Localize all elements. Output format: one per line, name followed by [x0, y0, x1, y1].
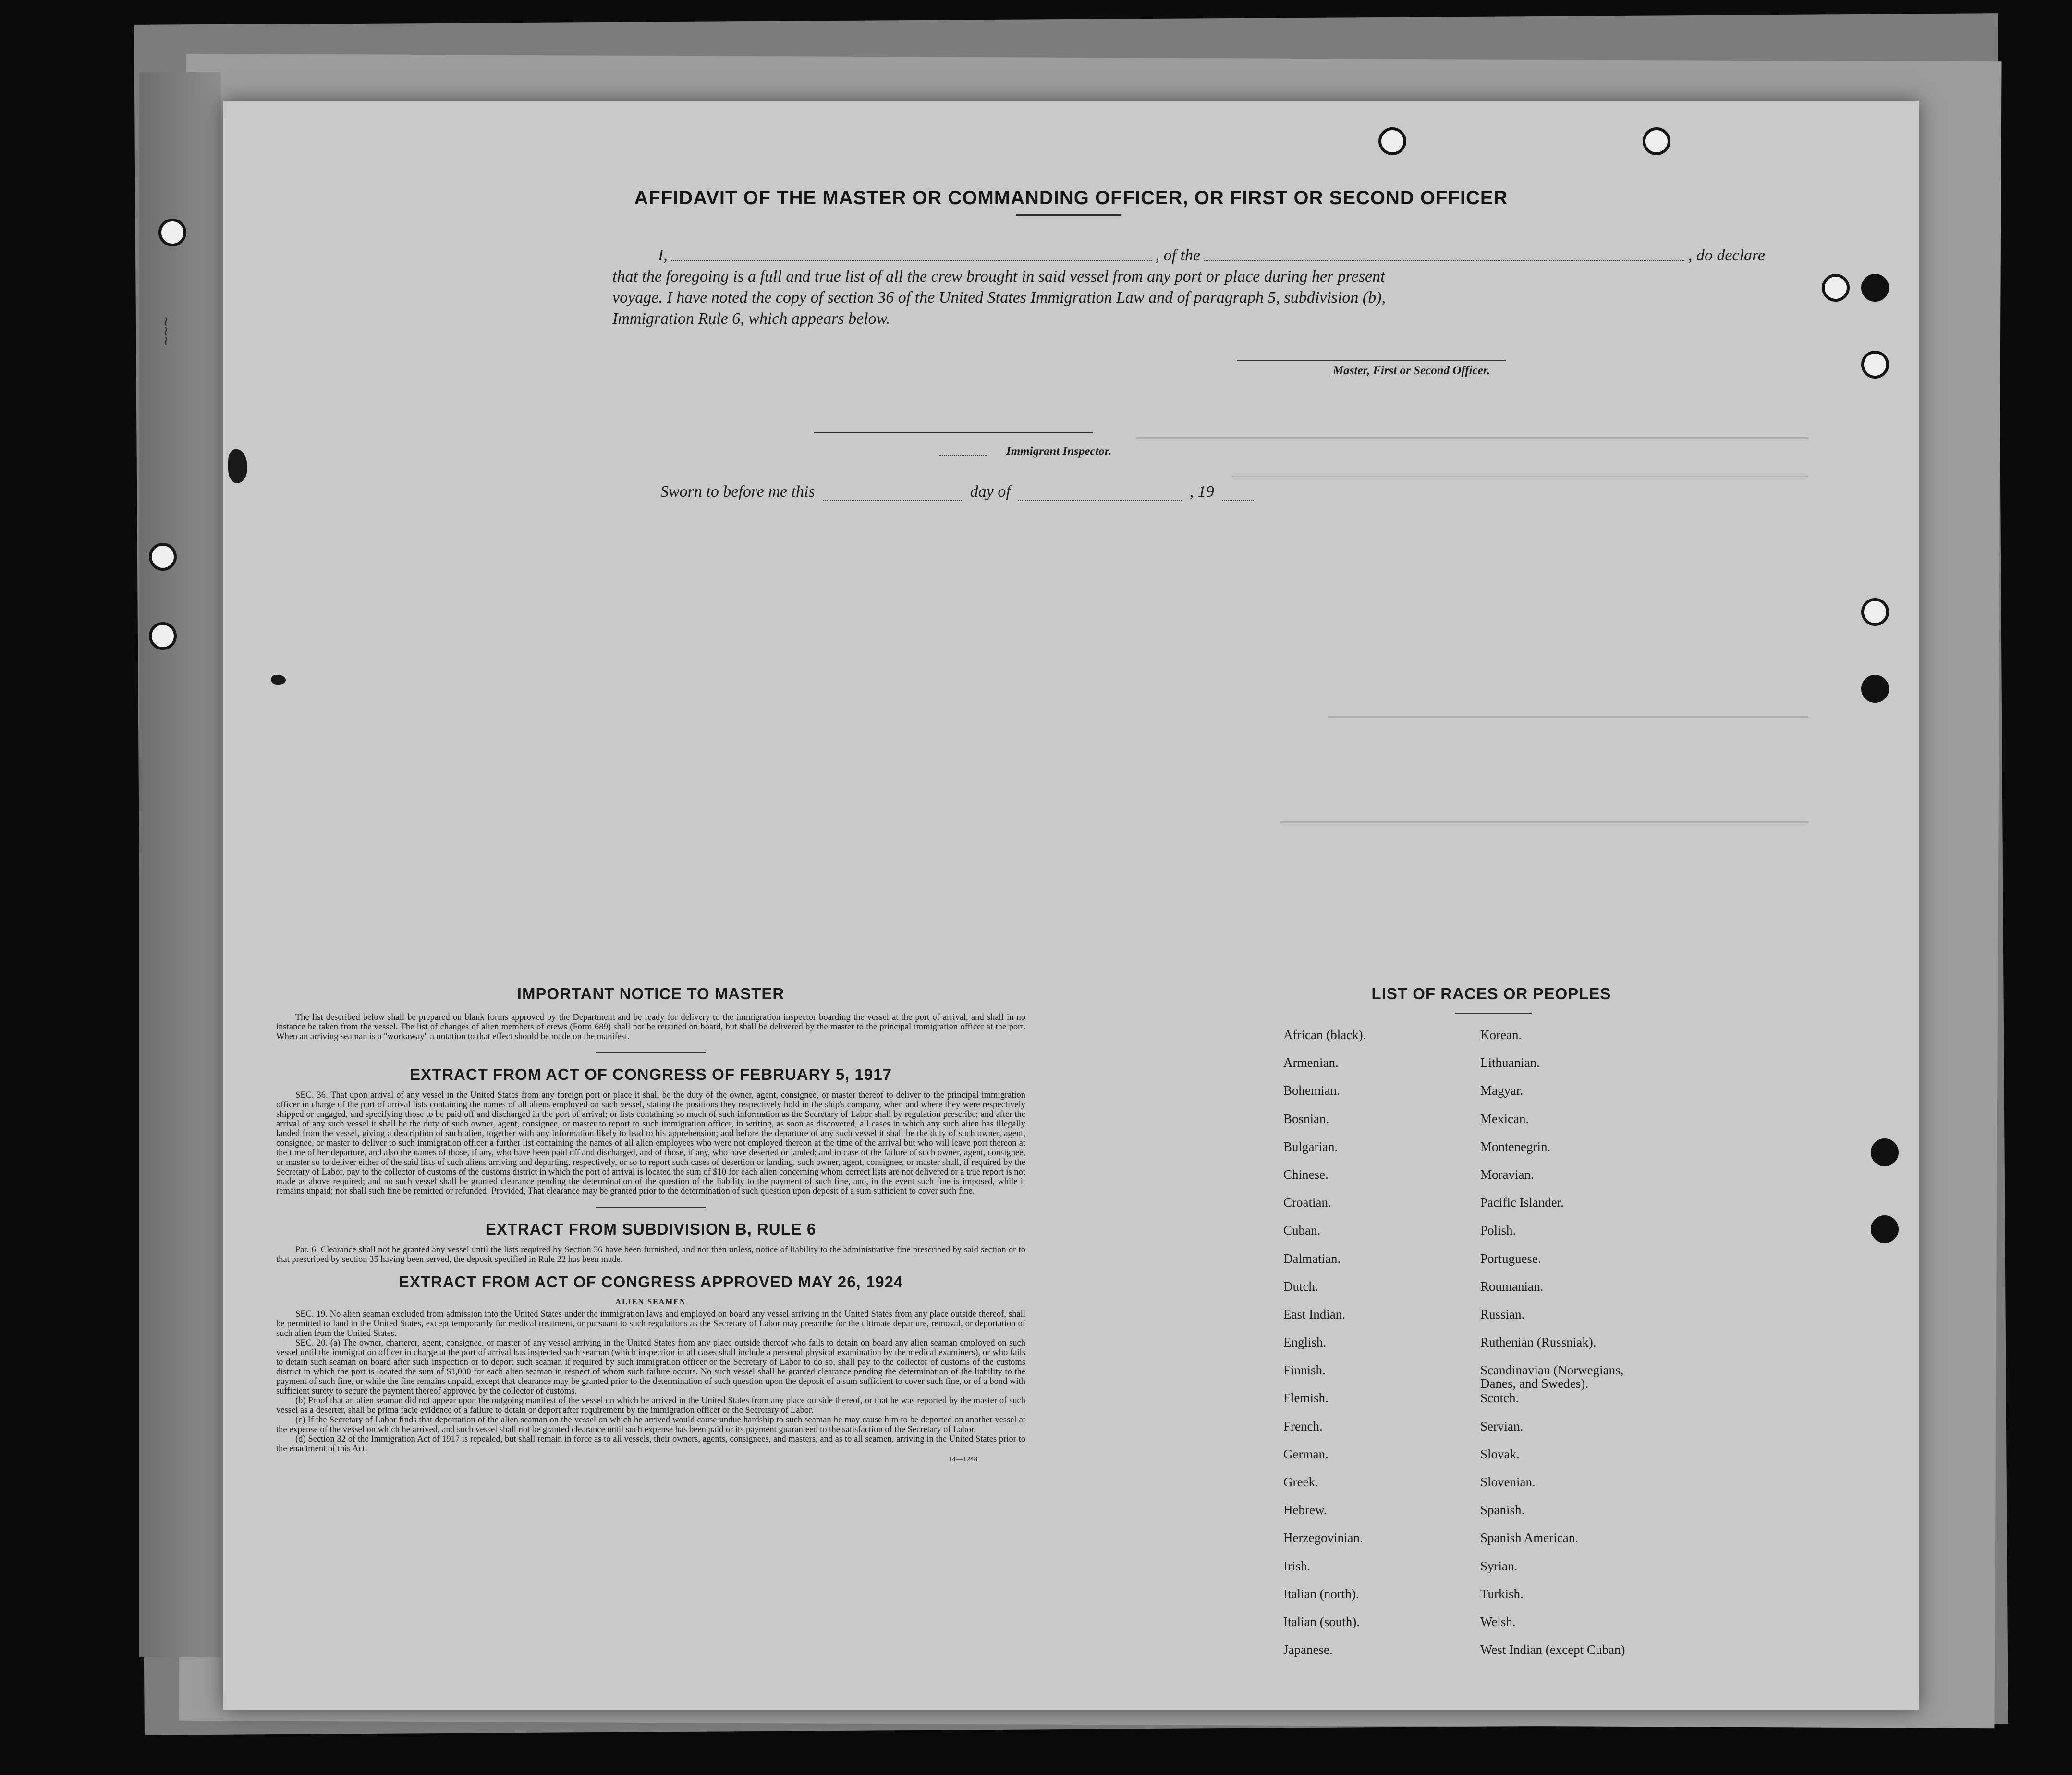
race-item: Dalmatian.: [1283, 1251, 1341, 1266]
race-item: English.: [1283, 1335, 1327, 1350]
race-item: Cuban.: [1283, 1223, 1321, 1238]
notices-section: [267, 985, 1035, 1464]
sec36-paragraph: SEC. 36. That upon arrival of any vessel in the United States from any foreign port or place it shall be the duty of the owner, agent, consignee, or master thereof to deliver to the principal immigration officer in charge of the port of arrival lists containing the names of all aliens employed on such vessel, stating the positions they respectively hold in the ship's company, when and where they were respectively shipped or engaged, and specifying those to be paid off and discharged in the port of arrival; or lists containing so much of such information as the Secretary of Labor shall by regulation prescribe; and after the arrival of any such vessel it shall be the duty of such owner, agent, consignee, or master to report to such immigration officer, in writing, as soon as discovered, all cases in which any such alien has illegally landed from the vessel, giving a description of such alien, together with any information likely to lead to his apprehension; and before the departure of any such vessel it shall be the duty of such owner, agent, consignee, or master to deliver to such immigration officer a further list containing the names of all alien employees who were not employed thereon at the time of the arrival but who will leave port thereon at the time of her departure, and also the names of those, if any, who have been paid off and discharged, and of those, if any, who have deserted or landed; and in case of the failure of such owner, agent, consignee, or master so to deliver either of the said lists of such aliens arriving and departing, respectively, or so to report such cases of desertion or landing, such owner, agent, consignee, or master shall, if required by the Secretary of Labor, pay to the collector of customs of the customs district in which the port of arrival is located the sum of $10 for each alien concerning whom correct lists are not delivered or a true report is not made as above required; and no such vessel shall be granted clearance pending the determination of the question of the liability to the payment of such fine, and, in the event such fine is imposed, while it remains unpaid; nor shall such fine be remitted or refunded: Provided, That clearance may be granted prior to the determination of such question upon deposit of a sum sufficient to cover such fine.: [276, 1090, 1025, 1196]
binder-hole: [158, 219, 186, 246]
race-item: Hebrew.: [1283, 1503, 1327, 1518]
year-blank[interactable]: [1222, 487, 1255, 501]
bleed-through: [1328, 716, 1808, 718]
race-item: Korean.: [1480, 1028, 1522, 1042]
binder-hole: [1861, 351, 1889, 379]
extract-1917-body: [276, 1090, 1025, 1196]
affidavit-text: [612, 245, 1765, 330]
binder-hole: [1378, 127, 1406, 155]
month-blank[interactable]: [1018, 487, 1182, 501]
inspector-label: Immigrant Inspector.: [1006, 445, 1112, 458]
master-label: Master, First or Second Officer.: [1333, 364, 1490, 377]
extract-1917-title: EXTRACT FROM ACT OF CONGRESS OF FEBRUARY 5, 1917: [410, 1065, 892, 1083]
inspector-signature-line[interactable]: [814, 432, 1093, 433]
race-item: Armenian.: [1283, 1055, 1339, 1070]
race-item: Pacific Islander.: [1480, 1195, 1564, 1210]
inspector-dotted: [939, 455, 987, 456]
sec20c-paragraph: (c) If the Secretary of Labor finds that deportation of the alien seaman on the vessel on which he arrived would cause undue hardship to such seaman he may cause him to be deported on another vessel at the expense of the vessel on which he arrived, and such vessel shall not be granted clearance until such expense has been paid or its payment guaranteed to the satisfaction of the Secretary of Labor.: [276, 1415, 1025, 1434]
alien-seamen-subtitle: ALIEN SEAMEN: [615, 1298, 686, 1306]
sec19-paragraph: SEC. 19. No alien seaman excluded from admission into the United States under the immigration laws and employed on board any vessel arriving in the United States from any place outside thereof, shall be permitted to land in the United States, except temporarily for medical treatment, or pursuant to such regulations as the Secretary of Labor may prescribe for the ultimate departure, removal, or deportation of such alien from the United States.: [276, 1310, 1025, 1338]
race-item: Lithuanian.: [1480, 1055, 1540, 1070]
race-item: Moravian.: [1480, 1167, 1534, 1182]
race-item: Scotch.: [1480, 1391, 1519, 1406]
race-item: East Indian.: [1283, 1307, 1345, 1322]
race-item: Dutch.: [1283, 1279, 1318, 1294]
race-item: Montenegrin.: [1480, 1139, 1551, 1154]
race-item: French.: [1283, 1419, 1323, 1433]
section-rule: [596, 1207, 706, 1208]
bleed-through: [1136, 437, 1808, 439]
declare-label: , do declare: [1688, 246, 1766, 264]
race-item: Ruthenian (Russniak).: [1480, 1335, 1597, 1350]
race-item: Portuguese.: [1480, 1251, 1541, 1266]
affidavit-line: Immigration Rule 6, which appears below.: [612, 310, 890, 328]
race-item: Roumanian.: [1480, 1279, 1544, 1294]
races-column-1: [1283, 1028, 1366, 1671]
race-item: Syrian.: [1480, 1558, 1518, 1573]
race-item: Scandinavian (Norwegians, Danes, and Swedes).: [1480, 1363, 1624, 1391]
day-of-label: day of: [970, 483, 1011, 501]
race-item: Turkish.: [1480, 1586, 1524, 1601]
manifest-page: [223, 101, 1919, 1710]
ghost-mark: ~~~: [158, 316, 177, 346]
sworn-line: [660, 483, 1259, 501]
title-rule: [1016, 214, 1121, 216]
race-item: Spanish.: [1480, 1503, 1525, 1518]
race-item: Flemish.: [1283, 1391, 1329, 1406]
affidavit-line: that the foregoing is a full and true list of all the crew brought in said vessel from any port or place during her present: [612, 268, 1385, 285]
race-item: African (black).: [1283, 1028, 1366, 1042]
affidavit-line: voyage. I have noted the copy of section 36 of the United States Immigration Law and of paragraph 5, subdivision (b),: [612, 289, 1386, 306]
races-column-2: [1480, 1028, 1625, 1671]
binder-hole: [1861, 675, 1889, 703]
races-title: LIST OF RACES OR PEOPLES: [1371, 985, 1611, 1003]
race-item: Japanese.: [1283, 1642, 1333, 1657]
race-item: Spanish American.: [1480, 1530, 1578, 1545]
race-item: Bohemian.: [1283, 1083, 1340, 1098]
race-item: Herzegovinian.: [1283, 1530, 1363, 1545]
race-item: Slovak.: [1480, 1446, 1520, 1461]
binder-hole: [1861, 598, 1889, 626]
binder-hole: [1861, 274, 1889, 302]
sec20b-paragraph: (b) Proof that an alien seaman did not appear upon the outgoing manifest of the vessel on which he arrived in the United States from any place outside thereof, or that he was reported by the master of such vessel as a deserter, shall be prima facie evidence of a failure to detain or deport after requirement by the immigration officer or the Secretary of Labor.: [276, 1396, 1025, 1415]
name-blank[interactable]: [671, 260, 1152, 261]
binder-hole: [1871, 1138, 1899, 1166]
race-item: Welsh.: [1480, 1614, 1516, 1629]
race-item: Bosnian.: [1283, 1111, 1329, 1126]
extract-1924-body: [276, 1310, 1025, 1454]
ink-blot: [228, 449, 247, 483]
bleed-through: [1280, 821, 1808, 823]
declaration-line: [612, 245, 1765, 266]
bleed-through: [1232, 476, 1808, 477]
race-item: Russian.: [1480, 1307, 1525, 1322]
race-item: Italian (south).: [1283, 1614, 1360, 1629]
race-item: Polish.: [1480, 1223, 1516, 1238]
race-item: Magyar.: [1480, 1083, 1524, 1098]
race-item: Chinese.: [1283, 1167, 1329, 1182]
race-item: Servian.: [1480, 1419, 1524, 1433]
of-the-label: , of the: [1155, 246, 1201, 264]
year-label: , 19: [1189, 483, 1214, 501]
extract-rule6-body: [276, 1245, 1025, 1264]
ink-blot: [271, 675, 286, 685]
section-rule: [596, 1052, 706, 1053]
par6-paragraph: Par. 6. Clearance shall not be granted any vessel until the lists required by Section 36 have been furnished, and not then unless, notice of liability to the administrative fine prescribed by said section or to that prescribed by section 35 having been served, the deposit specified in Rule 22 has been made.: [276, 1245, 1025, 1264]
race-item: Greek.: [1283, 1475, 1318, 1489]
race-item: Croatian.: [1283, 1195, 1331, 1210]
race-item: Irish.: [1283, 1558, 1311, 1573]
binder-hole: [1871, 1215, 1899, 1243]
left-sheet-edge: [139, 72, 221, 1657]
race-item: Bulgarian.: [1283, 1139, 1338, 1154]
races-rule: [1455, 1013, 1532, 1014]
form-number: 14—1248: [949, 1456, 977, 1463]
master-signature-line[interactable]: [1237, 360, 1506, 361]
day-blank[interactable]: [823, 487, 962, 501]
binder-hole: [149, 622, 177, 650]
race-item: Mexican.: [1480, 1111, 1529, 1126]
sworn-prefix: Sworn to before me this: [660, 483, 815, 501]
vessel-blank[interactable]: [1204, 260, 1684, 261]
i-label: I,: [658, 246, 668, 264]
binder-hole: [1643, 127, 1670, 155]
binder-hole: [1822, 274, 1850, 302]
race-item: Italian (north).: [1283, 1586, 1359, 1601]
notice-body: [276, 1013, 1025, 1041]
notice-paragraph: The list described below shall be prepared on blank forms approved by the Department and be ready for delivery to the immigration inspector boarding the vessel at the port of arrival, and shall in no instance be taken from the vessel. The list of changes of alien members of crews (Form 689) shall not be retained on board, but shall be delivered by the master to the principal immigration officer at the port. When an arriving seaman is a "workaway" a notation to that effect should be made on the manifest.: [276, 1013, 1025, 1041]
extract-1924-title: EXTRACT FROM ACT OF CONGRESS APPROVED MAY 26, 1924: [398, 1273, 903, 1291]
extract-rule6-title: EXTRACT FROM SUBDIVISION B, RULE 6: [485, 1220, 817, 1238]
affidavit-title: AFFIDAVIT OF THE MASTER OR COMMANDING OFFICER, OR FIRST OR SECOND OFFICER: [634, 187, 1508, 208]
binder-hole: [149, 543, 177, 571]
sec20d-paragraph: (d) Section 32 of the Immigration Act of 1917 is repealed, but shall remain in force as to all vessels, their owners, agents, consignees, and masters, and as to all seamen, arriving in the United States prior to the enactment of this Act.: [276, 1434, 1025, 1454]
race-item: Slovenian.: [1480, 1475, 1536, 1489]
race-item: German.: [1283, 1446, 1329, 1461]
notice-title: IMPORTANT NOTICE TO MASTER: [517, 985, 785, 1003]
sec20a-paragraph: SEC. 20. (a) The owner, charterer, agent, consignee, or master of any vessel arriving in the United States from any place outside thereof who fails to detain on board any alien seaman employed on such vessel until the immigration officer in charge at the port of arrival has inspected such seaman (which inspection in all cases shall include a personal physical examination by the medical examiners), or who fails to detain such seaman on board after such inspection or to deport such seaman if required by such immigration officer or the Secretary of Labor to do so, shall pay to the collector of customs of the customs district in which the port is located the sum of $1,000 for each alien seaman in respect of whom such failure occurs. No such vessel shall be granted clearance pending the determination of the liability to the payment of such fine, or while the fine remains unpaid, except that clearance may be granted prior to the determination of such question upon the deposit of a sum sufficient to cover such fine, or of a bond with sufficient surety to secure the payment thereof approved by the collector of customs.: [276, 1338, 1025, 1396]
race-item: Finnish.: [1283, 1363, 1326, 1378]
race-item: West Indian (except Cuban): [1480, 1642, 1625, 1657]
